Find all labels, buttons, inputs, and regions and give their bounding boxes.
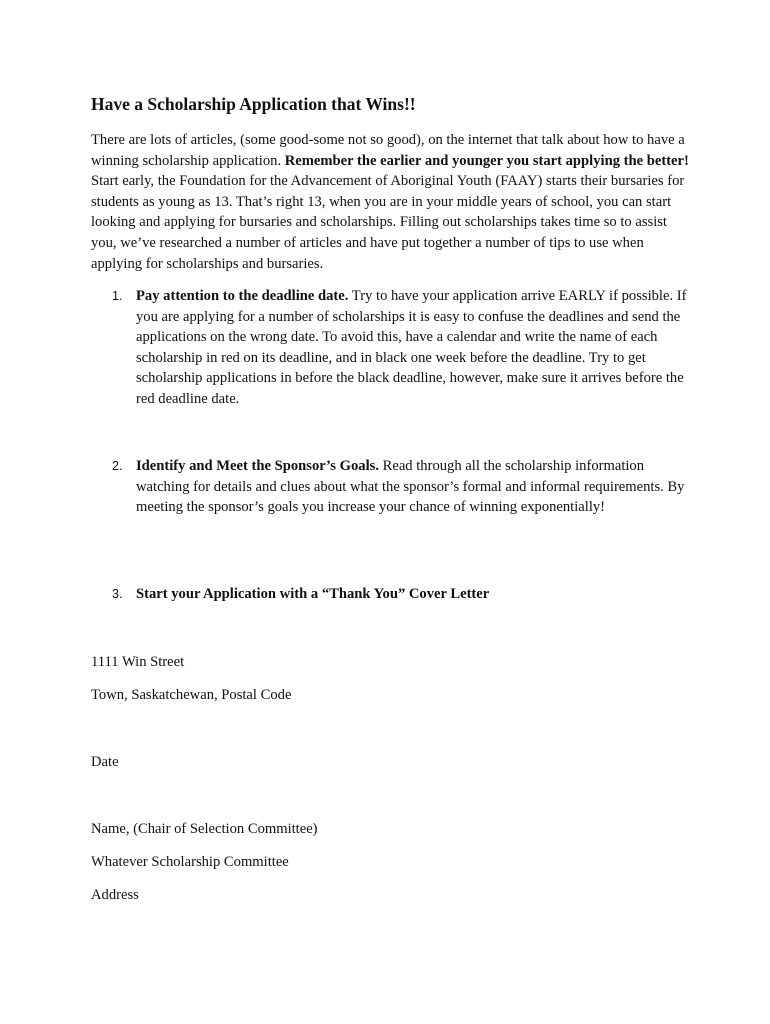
tip-heading: Start your Application with a “Thank You” Cover Letter: [136, 586, 490, 602]
letter-recipient-name: Name, (Chair of Selection Committee): [91, 821, 318, 837]
tip-item-sponsor-goals: [112, 456, 687, 518]
tip-number: 3.: [112, 587, 123, 601]
letter-address: Address: [91, 887, 139, 903]
intro-text-end: Start early, the Foundation for the Advancement of Aboriginal Youth (FAAY) starts their bursaries for students as young as 13. That’s right 13, when you are in your middle years of school, you can start looking and applying for bursaries and scholarships. Filling out scholarships takes time so to assist you, we’ve researched a number of articles and have put together a number of tips to use when applying for scholarships and bursaries.: [91, 173, 685, 272]
tip-number: 2.: [112, 459, 123, 473]
intro-emphasis: Remember the earlier and younger you start applying the better!: [284, 152, 689, 169]
tip-heading: Pay attention to the deadline date.: [136, 288, 349, 304]
intro-text-start: There are lots of articles, (some good-some not so good), on the internet that talk about how to have a winning scholarship application.: [91, 132, 685, 169]
document-title: Have a Scholarship Application that Wins!!: [91, 94, 416, 114]
tip-heading: Identify and Meet the Sponsor’s Goals.: [136, 458, 379, 474]
intro-paragraph: [91, 130, 691, 274]
letter-street: 1111 Win Street: [91, 654, 185, 670]
tip-text: Read through all the scholarship information watching for details and clues about what the sponsor’s formal and informal requirements. By meeting the sponsor’s goals you increase your chance of winning exponentially!: [136, 458, 685, 516]
tip-text: Try to have your application arrive EARLY if possible. If you are applying for a number of scholarships it is easy to confuse the deadlines and send the applications on the wrong date. To avoid this, have a calendar and write the name of each scholarship in red on its deadline, and in black one week before the deadline. Try to get scholarship applications in before the black deadline, however, make sure it arrives before the red deadline date.: [136, 288, 687, 407]
tip-item-cover-letter: [112, 584, 687, 605]
tip-body: [136, 456, 687, 518]
letter-committee: Whatever Scholarship Committee: [91, 854, 289, 870]
letter-town: Town, Saskatchewan, Postal Code: [91, 687, 292, 703]
tip-body: [136, 286, 687, 410]
letter-date: Date: [91, 754, 119, 770]
tip-item-deadline: [112, 286, 687, 410]
tip-number: 1.: [112, 289, 123, 303]
tip-body: [136, 584, 687, 605]
